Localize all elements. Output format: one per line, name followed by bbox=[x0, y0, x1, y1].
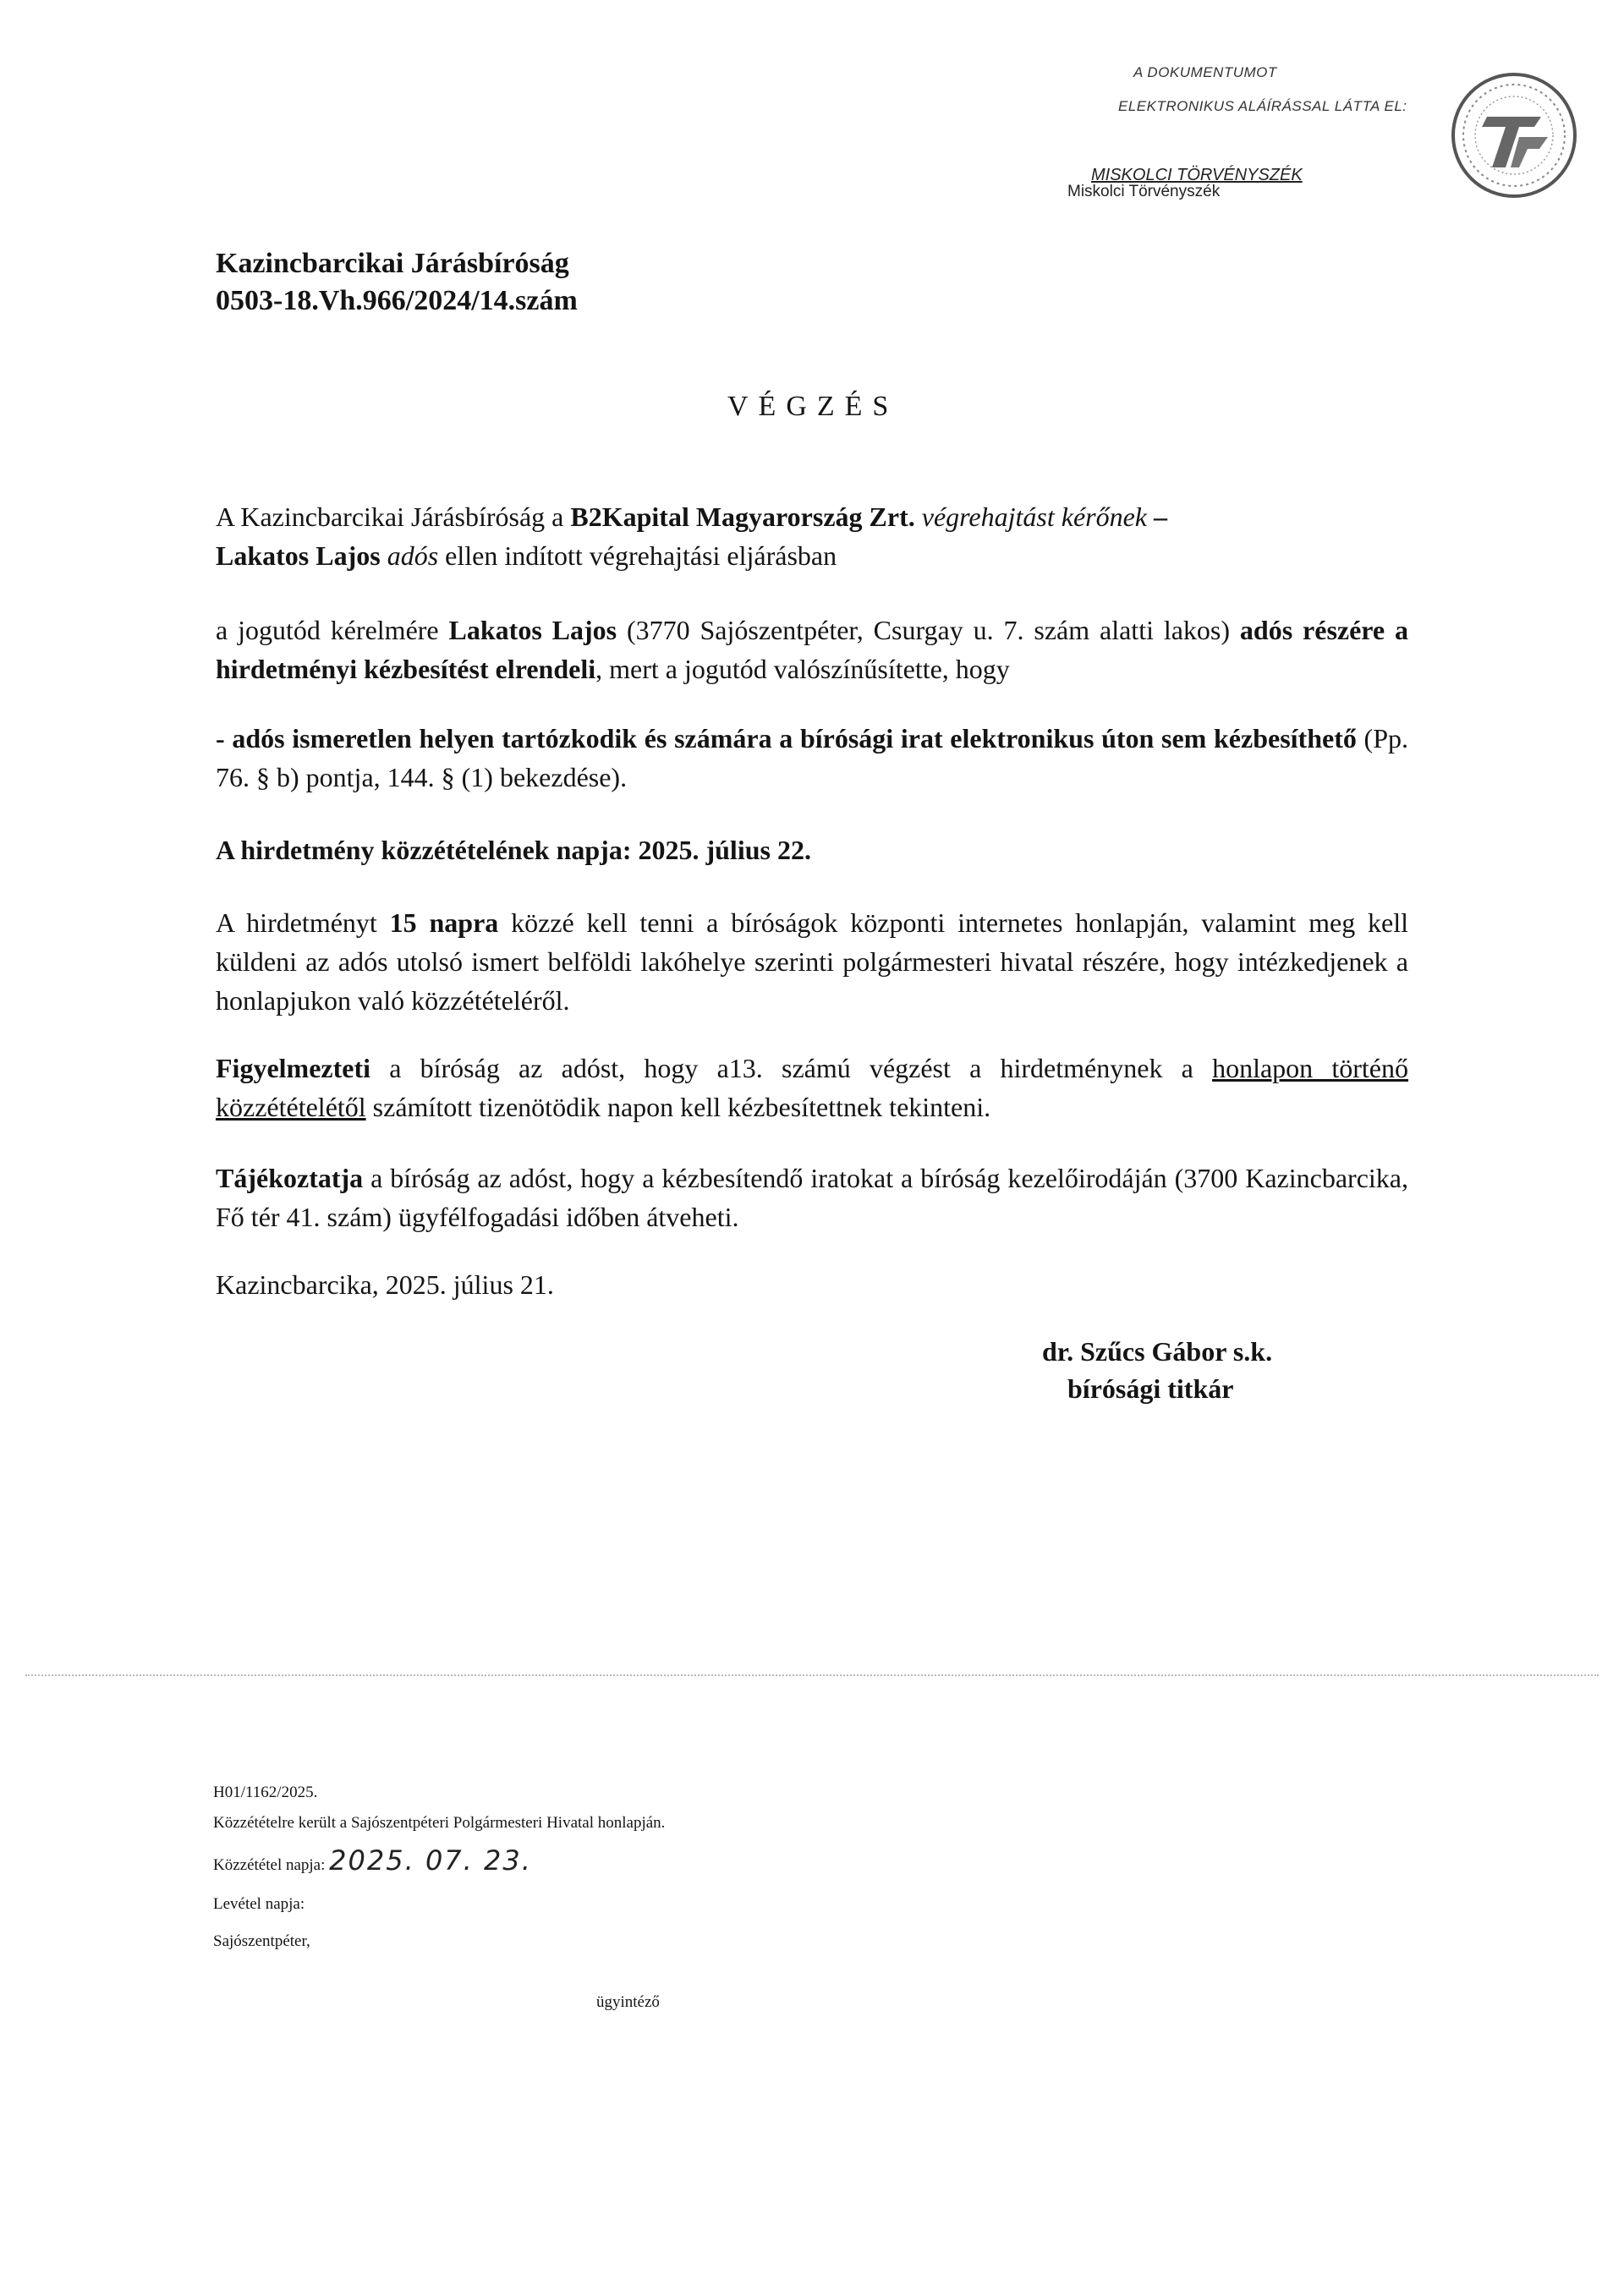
footer-ref: H01/1162/2025. bbox=[213, 1784, 318, 1801]
info-keyword: Tájékoztatja bbox=[216, 1163, 364, 1193]
debtor-role: adós bbox=[387, 540, 439, 571]
reason-text: - adós ismeretlen helyen tartózkodik és számára a bírósági irat elektronikus úton sem kézbesíthető bbox=[216, 723, 1357, 753]
footer-removal-date: Levétel napja: bbox=[213, 1895, 305, 1913]
footer-published-note: Közzétételre került a Sajószentpéteri Polgármesteri Hivatal honlapján. bbox=[213, 1814, 666, 1832]
page-title: VÉGZÉS bbox=[727, 391, 899, 422]
p2-prefix: a jogutód kérelmére bbox=[216, 615, 449, 645]
stamp-line-1: A DOKUMENTUMOT bbox=[1133, 64, 1277, 80]
debtor-name-2: Lakatos Lajos bbox=[448, 615, 617, 645]
stamp-court-italic: MISKOLCI TÖRVÉNYSZÉK bbox=[1091, 166, 1303, 184]
stamp-court-plain: Miskolci Törvényszék bbox=[1067, 183, 1221, 200]
p2-suffix: , mert a jogutód valószínűsítette, hogy bbox=[595, 654, 1010, 684]
p7-suffix: a bíróság az adóst, hogy a kézbesítendő iratokat a bíróság kezelőirodáján (3700 Kazincbarcika, Fő tér 41. szám) ügyfélfogadási időben átveheti. bbox=[216, 1163, 1408, 1232]
place-date: Kazincbarcika, 2025. július 21. bbox=[216, 1269, 554, 1300]
footer-place: Sajószentpéter, bbox=[213, 1932, 310, 1950]
paragraph-order bbox=[216, 611, 1408, 688]
paragraph-parties bbox=[216, 497, 1408, 575]
p1-prefix: A Kazincbarcikai Járásbíróság a bbox=[216, 501, 571, 532]
p1-dash: – bbox=[1147, 501, 1167, 532]
p5-prefix: A hirdetményt bbox=[216, 907, 390, 938]
debtor-address: (3770 Sajószentpéter, Csurgay u. 7. szám alatti lakos) bbox=[617, 615, 1240, 645]
court-name: Kazincbarcikai Járásbíróság bbox=[216, 248, 569, 279]
paragraph-publication bbox=[216, 903, 1408, 1020]
creditor-role: végrehajtást kérőnek bbox=[921, 501, 1147, 532]
court-seal-icon bbox=[1446, 68, 1582, 203]
publish-date-label: Közzététel napja: bbox=[213, 1856, 326, 1874]
publication-date: A hirdetmény közzétételének napja: 2025. július 22. bbox=[216, 835, 811, 865]
footer-clerk: ügyintéző bbox=[596, 1993, 660, 2011]
signatory-title: bírósági titkár bbox=[1067, 1373, 1234, 1404]
p6-underlined: honlapon történő közzétételétől bbox=[216, 1053, 1409, 1122]
case-number: 0503-18.Vh.966/2024/14.szám bbox=[216, 285, 578, 316]
stamp-line-2: ELEKTRONIKUS ALÁÍRÁSSAL LÁTTA EL: bbox=[1118, 98, 1407, 114]
footer-publish-date bbox=[213, 1844, 532, 1882]
creditor-name: B2Kapital Magyarország Zrt. bbox=[570, 501, 915, 532]
p6-suffix: számított tizenötödik napon kell kézbesítettnek tekinteni. bbox=[365, 1092, 991, 1122]
warning-keyword: Figyelmezteti bbox=[216, 1053, 370, 1083]
paragraph-reason bbox=[216, 719, 1408, 797]
publication-period: 15 napra bbox=[389, 907, 499, 938]
paragraph-info bbox=[216, 1159, 1408, 1236]
publish-date-handwritten: 2025. 07. 23. bbox=[329, 1844, 532, 1877]
legal-reference: (Pp. 76. § b) pontja, 144. § (1) bekezdése). bbox=[216, 723, 1409, 792]
separator bbox=[25, 1674, 1599, 1676]
p6-middle: a bíróság az adóst, hogy a13. számú végzést a hirdetménynek a bbox=[370, 1053, 1213, 1083]
signatory-name: dr. Szűcs Gábor s.k. bbox=[1042, 1336, 1273, 1367]
p5-suffix: közzé kell tenni a bíróságok központi internetes honlapján, valamint meg kell küldeni az adós utolsó ismert belföldi lakóhelye szerinti polgármesteri hivatal részére, hogy intézkedjenek a honlapjukon való közzétételéről. bbox=[216, 907, 1409, 1016]
p1-suffix: ellen indított végrehajtási eljárásban bbox=[438, 540, 837, 571]
debtor-name: Lakatos Lajos bbox=[216, 540, 381, 571]
order-text: adós részére a hirdetményi kézbesítést elrendeli bbox=[216, 615, 1409, 684]
paragraph-warning bbox=[216, 1049, 1408, 1126]
